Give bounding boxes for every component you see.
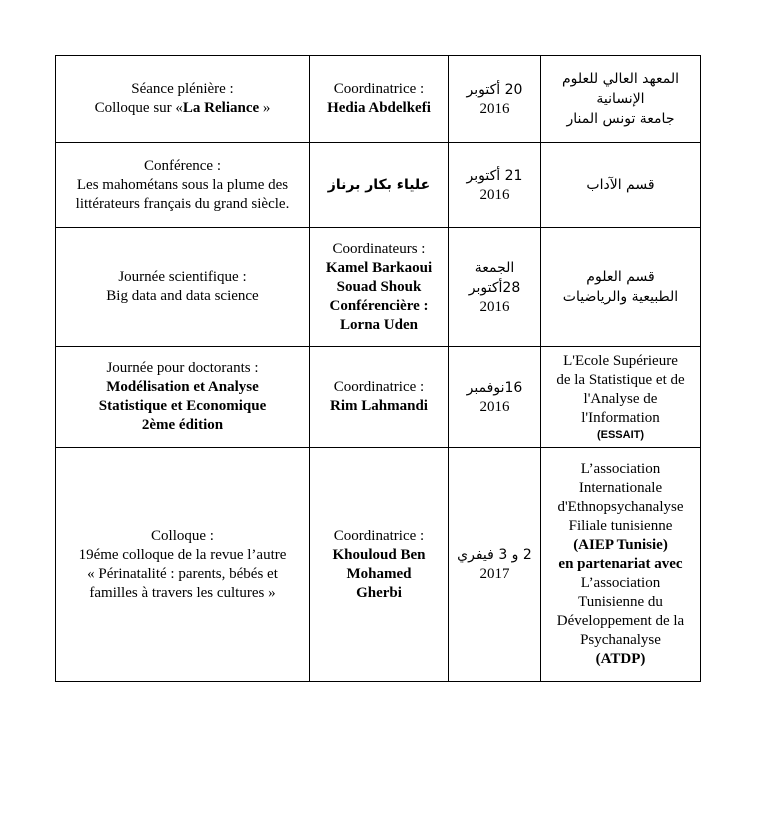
coordinator-name: Khouloud Ben — [332, 546, 426, 563]
organizer-line: الطبيعية والرياضيات — [562, 289, 679, 305]
date-cell — [449, 228, 541, 347]
organizer-abbreviation: (ESSAIT) — [596, 429, 645, 441]
date-year: 2016 — [479, 298, 510, 315]
speaker-label: Conférencière : — [329, 297, 429, 314]
event-cell — [56, 56, 310, 143]
coordinator-name: Gherbi — [356, 584, 402, 601]
events-table — [55, 55, 701, 682]
organizer-line: (AIEP Tunisie) — [573, 537, 668, 553]
coordinator-name: علياء بكار برناز — [327, 177, 431, 193]
event-title-line: 19éme colloque de la revue l’autre — [78, 546, 287, 563]
date-year: 2017 — [479, 566, 510, 582]
table-row — [56, 143, 701, 228]
organizer-cell — [541, 228, 701, 347]
event-title-line: Statistique et Economique — [98, 398, 267, 414]
date-day: 28أكتوبر — [468, 279, 521, 296]
event-title-line: Les mahométans sous la plume des — [76, 176, 289, 193]
organizer-line: L'Ecole Supérieure — [563, 353, 678, 369]
coordinator-cell — [310, 56, 449, 143]
coordinator-label: Coordinatrice : — [333, 527, 425, 544]
table-row — [56, 448, 701, 682]
event-title-line: « Périnatalité : parents, bébés et — [87, 565, 278, 582]
coordinator-label: Coordinatrice : — [333, 81, 425, 97]
date-cell — [449, 143, 541, 228]
organizer-line: l'Information — [581, 410, 660, 426]
date-day: 16نوفمبر — [466, 379, 523, 396]
date-day: 21 أكتوبر — [466, 167, 523, 184]
organizer-line: قسم العلوم — [586, 269, 655, 285]
organizer-line: المعهد العالي للعلوم — [561, 71, 679, 87]
event-cell — [56, 448, 310, 682]
organizer-line: L’association — [580, 461, 661, 477]
date-year: 2016 — [479, 398, 510, 415]
date-year: 2016 — [479, 100, 510, 117]
coordinator-cell — [310, 228, 449, 347]
organizer-line: Internationale — [578, 480, 663, 496]
event-title-line: familles à travers les cultures » — [89, 584, 276, 601]
coordinator-name: Souad Shouk — [336, 278, 422, 295]
date-day: 2 و 3 فيفري — [457, 547, 532, 563]
event-cell — [56, 143, 310, 228]
organizer-cell — [541, 347, 701, 448]
date-cell — [449, 56, 541, 143]
organizer-line: جامعة تونس المنار — [566, 111, 675, 127]
organizer-line: Tunisienne du — [578, 594, 663, 610]
event-type: Colloque : — [151, 527, 214, 544]
table-row — [56, 228, 701, 347]
event-title-line: littérateurs français du grand siècle. — [75, 195, 290, 212]
event-edition: 2ème édition — [141, 417, 224, 433]
date-year: 2016 — [479, 186, 510, 203]
coordinator-cell — [310, 347, 449, 448]
table-row — [56, 347, 701, 448]
date-cell — [449, 448, 541, 682]
organizer-cell — [541, 448, 701, 682]
organizer-line: Psychanalyse — [580, 632, 661, 648]
coordinator-label: Coordinateurs : — [332, 240, 426, 257]
organizer-line: قسم الآداب — [586, 177, 655, 193]
organizer-cell — [541, 143, 701, 228]
coordinator-name: Kamel Barkaoui — [325, 259, 433, 276]
coordinator-label: Coordinatrice : — [333, 379, 425, 395]
event-type: Conférence : — [143, 157, 222, 174]
organizer-line: de la Statistique et de — [556, 372, 685, 388]
event-title-line: Big data and data science — [106, 288, 259, 304]
event-cell — [56, 347, 310, 448]
coordinator-cell — [310, 143, 449, 228]
coordinator-name: Rim Lahmandi — [330, 398, 428, 414]
date-cell — [449, 347, 541, 448]
coordinator-name: Hedia Abdelkefi — [327, 100, 431, 116]
event-type: Journée scientifique : — [118, 269, 247, 285]
organizer-line: d'Ethnopsychanalyse — [557, 499, 684, 515]
date-day: 20 أكتوبر — [466, 81, 523, 98]
date-weekday: الجمعة — [474, 259, 515, 276]
event-title: Colloque sur «La Reliance » — [94, 100, 271, 116]
coordinator-name: Mohamed — [346, 565, 412, 582]
event-cell — [56, 228, 310, 347]
organizer-line: en partenariat avec — [558, 556, 683, 572]
organizer-line: (ATDP) — [595, 651, 646, 667]
organizer-line: Développement de la — [556, 613, 685, 629]
coordinator-cell — [310, 448, 449, 682]
organizer-cell — [541, 56, 701, 143]
table-row — [56, 56, 701, 143]
event-title-line: Modélisation et Analyse — [106, 379, 259, 395]
organizer-line: الإنسانية — [596, 91, 645, 107]
event-type: Journée pour doctorants : — [106, 360, 259, 376]
event-type: Séance plénière : — [131, 81, 234, 97]
organizer-line: Filiale tunisienne — [568, 518, 673, 534]
organizer-line: l'Analyse de — [583, 391, 658, 407]
organizer-line: L’association — [580, 575, 661, 591]
speaker-name: Lorna Uden — [340, 316, 418, 333]
